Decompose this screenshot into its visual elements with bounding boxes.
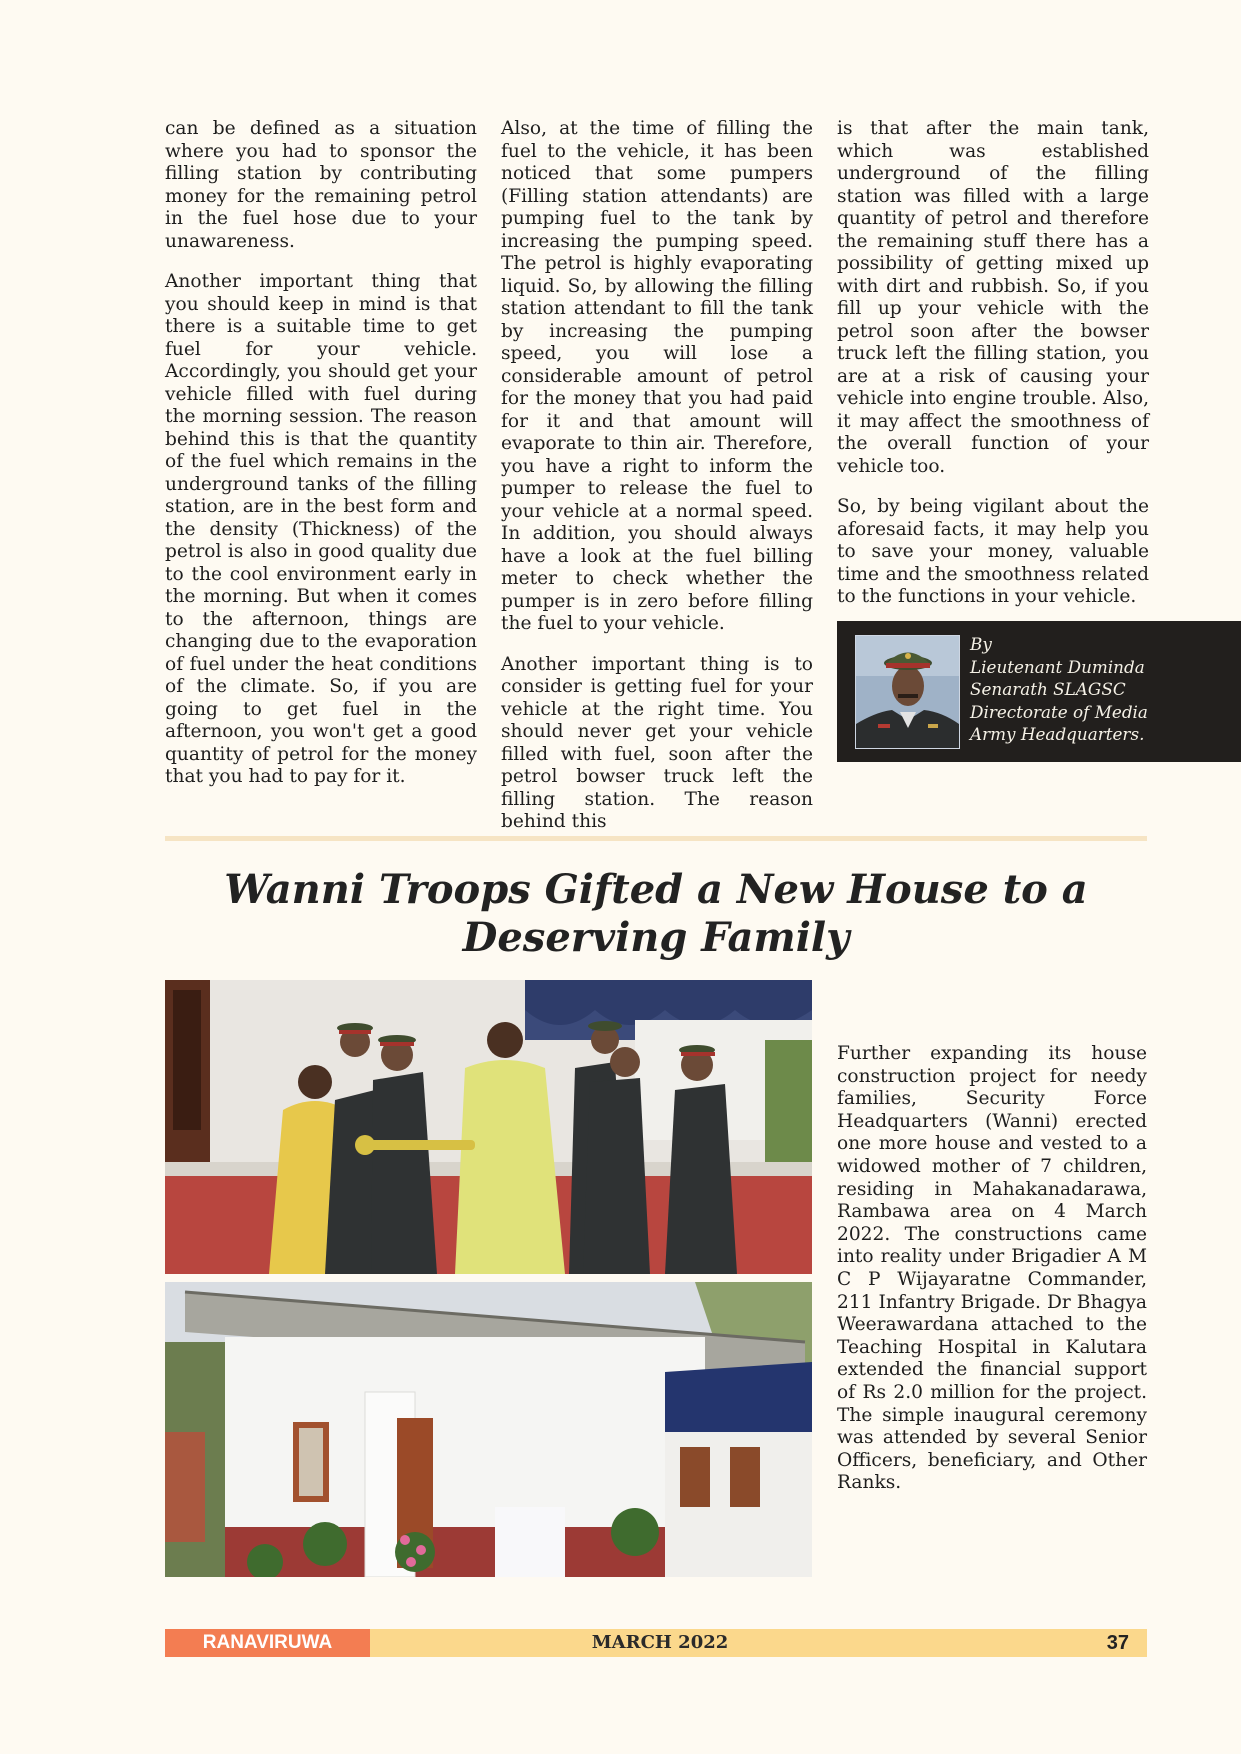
byline-directorate: Directorate of Media (970, 701, 1148, 722)
article-column-2 (501, 118, 813, 852)
author-byline-box (837, 621, 1241, 762)
footer-issue-date: MARCH 2022 (591, 1632, 729, 1653)
article-column-3 (837, 118, 1149, 627)
section-divider (165, 836, 1147, 841)
paragraph: Another important thing that you should keep in mind is that there is a suitable time to get fuel for your vehicle. Accordingly, you should get your vehicle filled with fuel during the morning session. The reason behind this is that the quantity of the fuel which remains in the underground tanks of the filling station, are in the best form and the density (Thickness) of the petrol is also in good quality due to the cool environment early in the morning. But when it comes to the afternoon, things are changing due to the evaporation of fuel under the heat conditions of the climate. So, if you are going to get fuel in the afternoon, you won't get a good quantity of petrol for the money that you had to pay for it. (165, 271, 477, 787)
headline-line-1: Wanni Troops Gifted a New House to a (224, 866, 1088, 913)
paragraph: Another important thing is to consider is getting fuel for your vehicle at the right time. You should never get your vehicle filled with fuel, soon after the petrol bowser truck left the filling station. The reason behind this (501, 653, 813, 832)
article-column-1 (165, 118, 477, 807)
paragraph: is that after the main tank, which was established underground of the filling station was filled with a large quantity of petrol and therefore the remaining stuff there has a possibility of getting mixed up with dirt and rubbish. So, if you fill up your vehicle with the petrol soon after the bowser truck left the filling station, you are at a risk of causing your vehicle into engine trouble. Also, it may affect the smoothness of the overall function of your vehicle too. (837, 118, 1149, 477)
footer-magazine-name: RANAVIRUWA (165, 1629, 370, 1657)
headline-line-2: Deserving Family (462, 914, 850, 961)
byline-headquarters: Army Headquarters. (970, 724, 1145, 745)
page-number: 37 (1106, 1632, 1129, 1654)
footer-bar (370, 1629, 1147, 1657)
byline-text (970, 633, 1230, 746)
paragraph: Also, at the time of filling the fuel to the vehicle, it has been noticed that some pumpers (Filling station attendants) are pumping fuel to the tank by increasing the pumping speed. The petrol is highly evaporating liquid. So, by allowing the filling station attendant to fill the tank by increasing the pumping speed, you will lose a considerable amount of petrol for the money that you had paid for it and that amount will evaporate to thin air. Therefore, you have a right to inform the pumper to release the fuel to your vehicle at a normal speed. In addition, you should always have a look at the fuel billing meter to check whether the pumper is in zero before filling the fuel to your vehicle. (501, 118, 813, 634)
byline-by: By (970, 634, 992, 654)
handover-ceremony-photo (165, 980, 812, 1274)
byline-author-name: Lieutenant Duminda (970, 656, 1145, 677)
paragraph: So, by being vigilant about the aforesaid facts, it may help you to save your money, valuable time and the smoothness related to the functions in your vehicle. (837, 496, 1149, 607)
paragraph: can be defined as a situation where you had to sponsor the filling station by contributing money for the remaining petrol in the fuel hose due to your unawareness. (165, 118, 477, 252)
story-headline (165, 866, 1147, 962)
new-house-photo (165, 1282, 812, 1577)
byline-author-corps: Senarath SLAGSC (970, 679, 1126, 700)
story-body: Further expanding its house construction project for needy families, Security Force Headquarters (Wanni) erected one more house and vested to a widowed mother of 7 children, residing in Mahakanadarawa, Rambawa area on 4 March 2022. The constructions came into reality under Brigadier A M C P Wijayaratne Commander, 211 Infantry Brigade. Dr Bhagya Weerawardana attached to the Teaching Hospital in Kalutara extended the financial support of Rs 2.0 million for the project. The simple inaugural ceremony was attended by several Senior Officers, beneficiary, and Other Ranks. (837, 1043, 1147, 1494)
author-photo (855, 635, 960, 749)
